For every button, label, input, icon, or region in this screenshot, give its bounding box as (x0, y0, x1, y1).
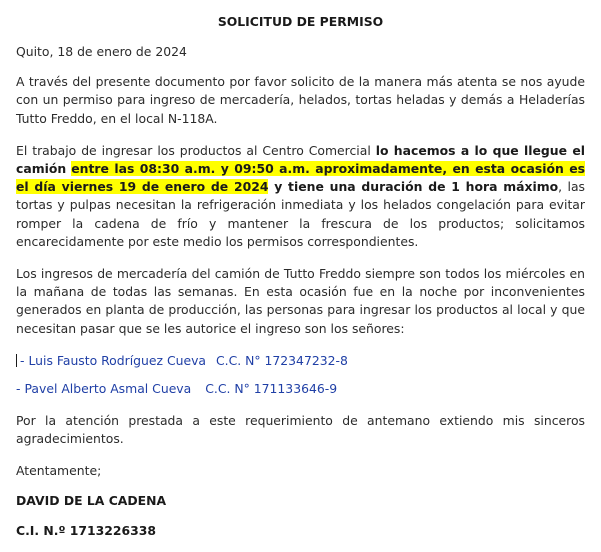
document-page (16, 14, 585, 552)
person-row (16, 380, 585, 398)
document-title: SOLICITUD DE PERMISO (217, 14, 384, 29)
person-dash: - (20, 352, 25, 368)
person-name: Pavel Alberto Asmal Cueva (24, 380, 192, 396)
person-id: C.C. N° 171133646-9 (205, 380, 338, 396)
paragraph-entries: Los ingresos de mercadería del camión de Tutto Freddo siempre son todos los miércoles en la mañana de todas las semanas. En esta ocasión fue en la noche por inconvenientes generados en planta de producción, las personas para ingresar los productos al local y que necesitan pasar que se les autorice el ingreso son los señores: (16, 266, 585, 336)
paragraph-thanks: Por la atención prestada a este requerimiento de antemano extiendo mis sinceros agradecimientos. (16, 412, 585, 447)
person-row (16, 352, 585, 370)
schedule-text-start: El trabajo de ingresar los productos al (16, 142, 263, 158)
text-cursor (16, 354, 17, 367)
schedule-text-mall: Centro Comercial (262, 142, 376, 158)
schedule-bold-duration: y tiene una duración de 1 hora máximo (268, 179, 559, 195)
schedule-text-end: , las tortas y pulpas necesitan la refrigeración inmediata y los helados congelación para evitar romper la cadena de frío y mantener la frescura de los productos; solicitamos encarecidamente por este medio los permisos correspondientes. (16, 179, 585, 249)
signer-name: DAVID DE LA CADENA (16, 493, 167, 509)
paragraph-schedule (16, 142, 585, 251)
schedule-highlight-time: entre las 08:30 a.m. y 09:50 a.m. aproximadamente, en esta ocasión es el día viernes 19 de enero de 2024 (16, 161, 585, 195)
person-name: Luis Fausto Rodríguez Cueva (28, 352, 206, 368)
schedule-bold-truck: lo hacemos a lo que llegue el camión (16, 142, 586, 177)
closing-text: Atentamente; (16, 463, 102, 479)
document-date: Quito, 18 de enero de 2024 (16, 44, 187, 59)
signer-id: C.I. N.º 1713226338 (16, 523, 157, 539)
person-id: C.C. N° 172347232-8 (216, 352, 348, 368)
paragraph-request: A través del presente documento por favor solicito de la manera más atenta se nos ayude con un permiso para ingreso de mercadería, helados, tortas heladas y demás a Heladerías Tutto Freddo, en el local N-118A. (16, 74, 585, 126)
person-dash: - (16, 380, 21, 396)
